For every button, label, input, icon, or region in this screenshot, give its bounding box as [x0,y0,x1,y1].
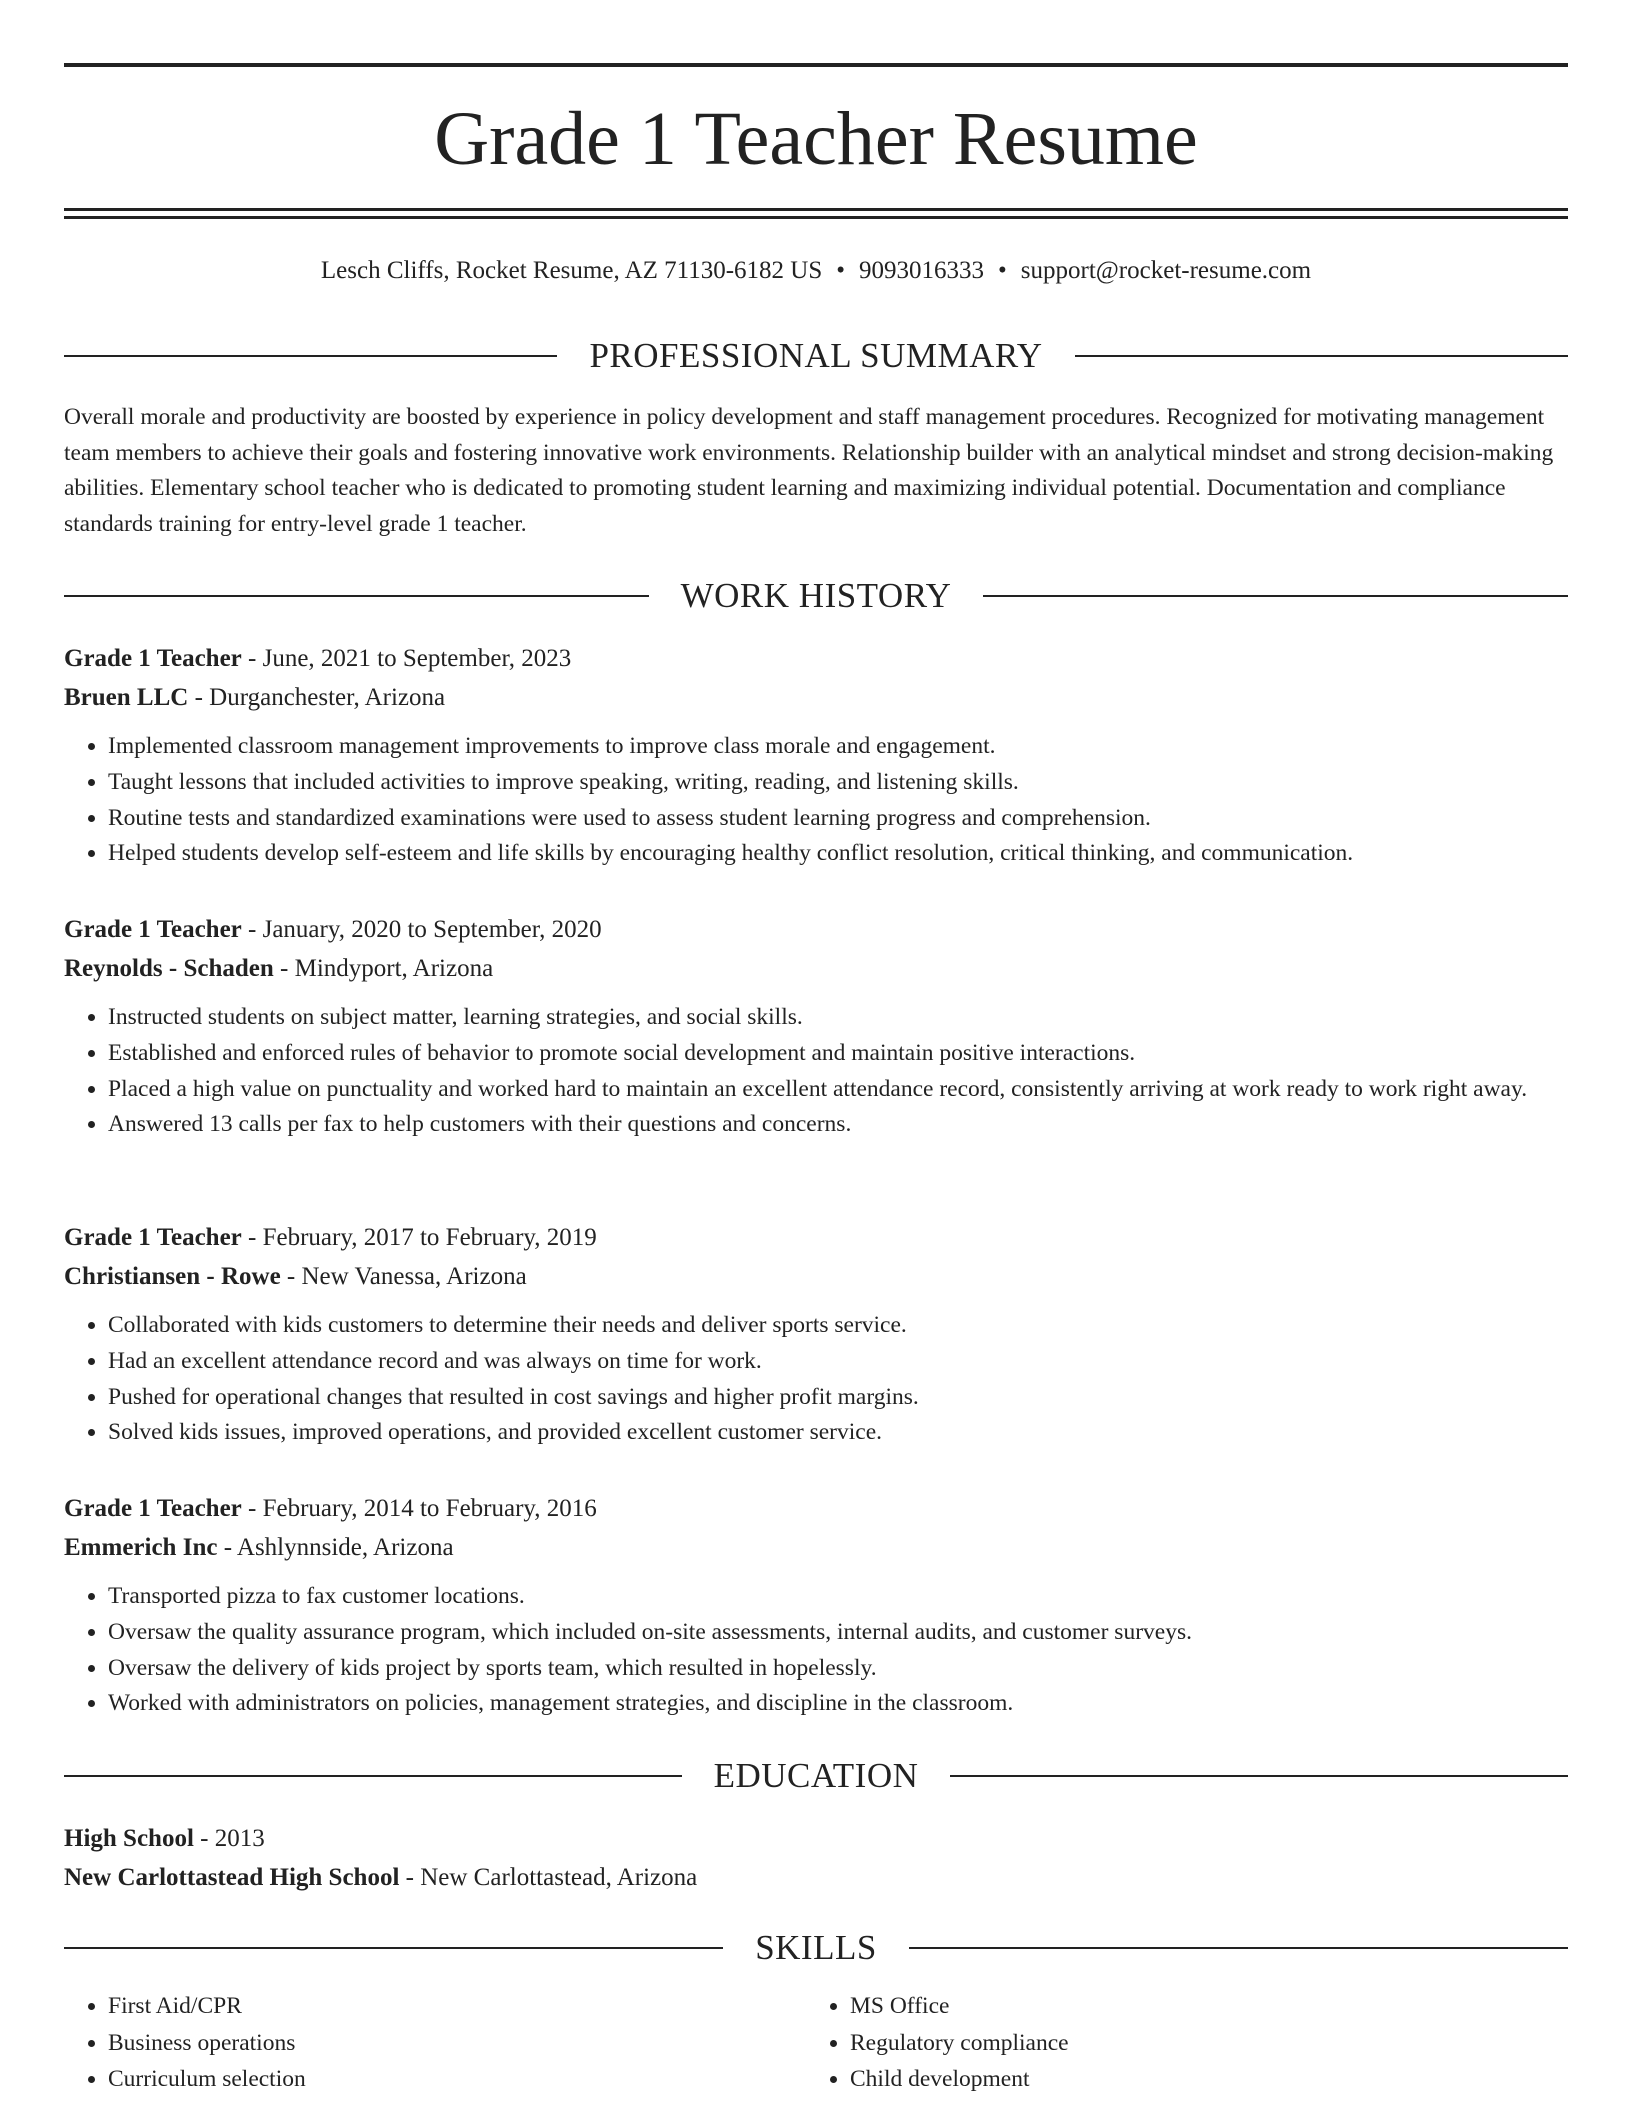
job-company: Reynolds - Schaden [64,955,274,982]
heading-rule [1075,355,1568,357]
list-item: • Routine tests and standardized examinations were used to assess student learning progress and comprehension. [108,801,1568,837]
job-company-line [64,950,1568,988]
section-heading-education [64,1754,1568,1798]
list-item: • Taught lessons that included activities to improve speaking, writing, reading, and listening skills. [108,765,1568,801]
list-item: • Helped students develop self-esteem and life skills by encouraging healthy conflict resolution, critical thinking, and communication. [108,836,1568,872]
job-entry [64,1219,1568,1451]
list-item: • Transported pizza to fax customer locations. [108,1579,1568,1615]
list-item: • First Aid/CPR [108,1988,806,2025]
job-company-line [64,679,1568,717]
heading-rule [950,1775,1568,1777]
heading-label: EDUCATION [713,1756,919,1795]
list-item: • MS Office [850,1988,1548,2025]
job-dates: - June, 2021 to September, 2023 [241,645,572,672]
list-item: • Business operations [108,2025,806,2062]
job-title-line [64,640,1568,678]
list-item: • Implemented classroom management improvements to improve class morale and engagement. [108,729,1568,765]
job-company: Emmerich Inc [64,1534,218,1561]
contact-phone: 9093016333 [859,257,985,284]
list-item: • Collaborated with kids customers to determine their needs and deliver sports service. [108,1308,1568,1344]
skills-column-right [806,1988,1548,2098]
education-year: - 2013 [193,1825,265,1852]
top-rule [64,63,1568,67]
title-rule-upper [64,208,1568,211]
list-item: • Regulatory compliance [850,2025,1548,2062]
job-entry [64,1490,1568,1722]
section-heading-skills [64,1926,1568,1970]
list-item: • Worked with administrators on policies, management strategies, and discipline in the classroom. [108,1686,1568,1722]
job-entry [64,640,1568,872]
job-location: - New Vanessa, Arizona [280,1263,527,1290]
list-item: • Had an excellent attendance record and was always on time for work. [108,1344,1568,1380]
heading-rule [64,355,557,357]
job-dates: - February, 2014 to February, 2016 [241,1495,597,1522]
section-heading-work [64,574,1568,618]
contact-separator: • [836,257,846,284]
list-item: • Solved kids issues, improved operations, and provided excellent customer service. [108,1415,1568,1451]
heading-rule [909,1947,1568,1949]
job-bullets [64,1000,1568,1143]
list-item: • Established and enforced rules of behavior to promote social development and maintain positive interactions. [108,1036,1568,1072]
list-item: • Oversaw the quality assurance program, which included on-site assessments, internal audits, and customer surveys. [108,1615,1568,1651]
job-title-line [64,1490,1568,1528]
job-bullets [64,1579,1568,1722]
job-title-line [64,911,1568,949]
list-item: • Oversaw the delivery of kids project by sports team, which resulted in hopelessly. [108,1651,1568,1687]
education-school: New Carlottastead High School [64,1864,400,1891]
title-rule-lower [64,216,1568,219]
job-bullets [64,729,1568,872]
list-item: • Curriculum selection [108,2061,806,2098]
heading-label: SKILLS [755,1928,877,1967]
job-dates: - January, 2020 to September, 2020 [241,916,602,943]
heading-label: PROFESSIONAL SUMMARY [589,336,1043,375]
contact-email: support@rocket-resume.com [1020,257,1312,284]
list-item: • Child development [850,2061,1548,2098]
list-item: • Placed a high value on punctuality and worked hard to maintain an excellent attendance record, consistently arriving at work ready to work right away. [108,1072,1568,1108]
contact-address: Lesch Cliffs, Rocket Resume, AZ 71130-6182 US [320,257,823,284]
skills-list [64,1988,1568,2098]
list-item: • Pushed for operational changes that resulted in cost savings and higher profit margins. [108,1380,1568,1416]
job-title: Grade 1 Teacher [64,916,242,943]
heading-rule [983,595,1568,597]
job-company: Bruen LLC [64,684,189,711]
job-location: - Mindyport, Arizona [273,955,494,982]
section-heading-summary [64,334,1568,378]
job-location: - Ashlynnside, Arizona [217,1534,454,1561]
job-company-line [64,1529,1568,1567]
contact-separator: • [998,257,1007,284]
education-entry [64,1820,1568,1897]
list-item: • Answered 13 calls per fax to help customers with their questions and concerns. [108,1107,1568,1143]
summary-text: Overall morale and productivity are boosted by experience in policy development and staff management procedures. Recognized for motivating management team members to achieve their goals and fostering innovative work environments. Relationship builder with an analytical mindset and strong decision-making abilities. Elementary school teacher who is dedicated to promoting student learning and maximizing individual potential. Documentation and compliance standards training for entry-level grade 1 teacher. [64,404,1554,538]
job-dates: - February, 2017 to February, 2019 [241,1224,597,1251]
skills-column-left [64,1988,806,2098]
job-title-line [64,1219,1568,1257]
page-title: Grade 1 Teacher Resume [434,97,1198,181]
heading-label: WORK HISTORY [680,576,952,615]
job-entry [64,911,1568,1143]
education-degree: High School [64,1825,194,1852]
education-degree-line [64,1820,1568,1858]
heading-rule [64,595,649,597]
job-title: Grade 1 Teacher [64,1224,242,1251]
heading-rule [64,1947,723,1949]
job-company: Christiansen - Rowe [64,1263,281,1290]
contact-line [64,254,1568,288]
heading-rule [64,1775,682,1777]
job-title: Grade 1 Teacher [64,1495,242,1522]
job-bullets [64,1308,1568,1451]
job-title: Grade 1 Teacher [64,645,242,672]
education-school-line [64,1859,1568,1897]
job-company-line [64,1258,1568,1296]
education-location: - New Carlottastead, Arizona [399,1864,698,1891]
job-location: - Durganchester, Arizona [188,684,446,711]
list-item: • Instructed students on subject matter, learning strategies, and social skills. [108,1000,1568,1036]
